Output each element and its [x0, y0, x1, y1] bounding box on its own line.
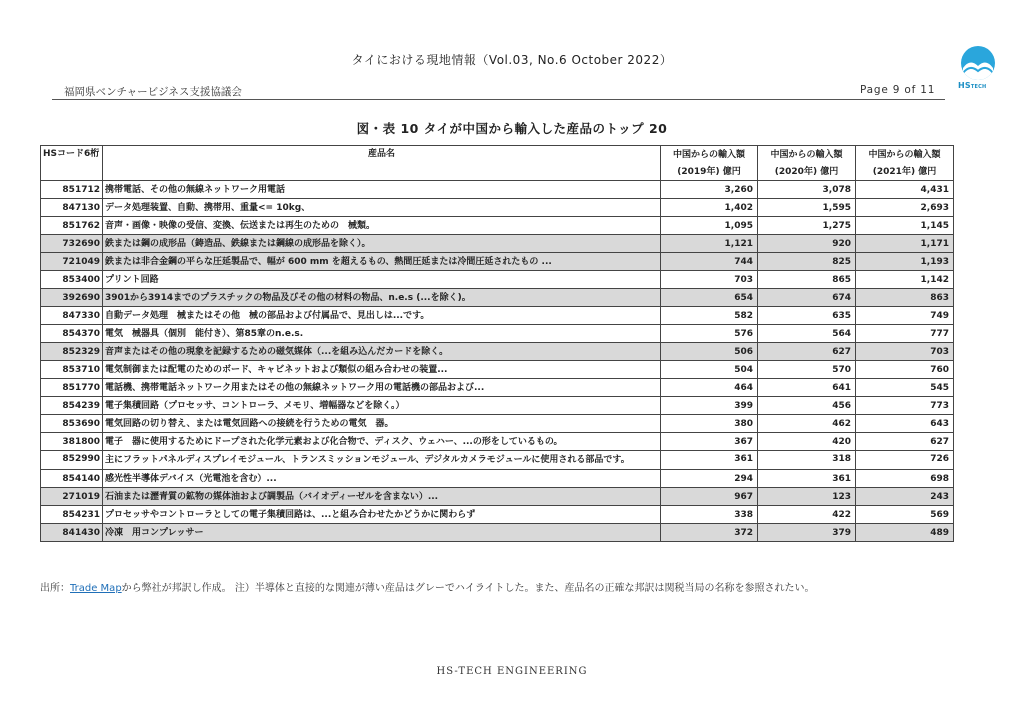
hs-code-cell: 851712 [41, 181, 103, 199]
hs-code-cell: 847130 [41, 199, 103, 217]
value-2020-cell: 635 [758, 307, 856, 325]
hs-code-cell: 732690 [41, 235, 103, 253]
table-row [41, 361, 954, 379]
product-name-cell: 携帯電話、その他の無線ネットワーク用電話 [103, 181, 661, 199]
source-note-text: から弊社が邦訳し作成。 注）半導体と直接的な関連が薄い産品はグレーでハイライトした。また、産品名の正確な邦訳は関税当局の名称を参照されたい。 [121, 583, 815, 594]
value-2019-cell: 1,121 [661, 235, 758, 253]
product-name-cell: 自動データ処理 械またはその他 械の部品および付属品で、見出しは...です。 [103, 307, 661, 325]
value-2020-cell: 1,595 [758, 199, 856, 217]
value-2021-cell: 569 [856, 506, 954, 524]
value-2021-cell: 863 [856, 289, 954, 307]
product-name-cell: 電気回路の切り替え、または電気回路への接続を行うための電気 器。 [103, 415, 661, 433]
value-2019-cell: 1,095 [661, 217, 758, 235]
table-row [41, 506, 954, 524]
table-row [41, 289, 954, 307]
hs-code-cell: 853400 [41, 271, 103, 289]
hs-code-cell: 851762 [41, 217, 103, 235]
value-2020-cell: 825 [758, 253, 856, 271]
hs-code-cell: 853710 [41, 361, 103, 379]
product-name-cell: 3901から3914までのプラスチックの物品及びその他の材料の物品、n.e.s (...を除く)。 [103, 289, 661, 307]
header-product-name: 産品名 [103, 146, 661, 181]
value-2020-cell: 379 [758, 524, 856, 542]
value-2021-cell: 760 [856, 361, 954, 379]
value-2020-cell: 422 [758, 506, 856, 524]
product-name-cell: 音声・画像・映像の受信、変換、伝送または再生のための 械類。 [103, 217, 661, 235]
value-2019-cell: 967 [661, 488, 758, 506]
hs-code-cell: 721049 [41, 253, 103, 271]
hs-code-cell: 381800 [41, 433, 103, 451]
value-2021-cell: 1,193 [856, 253, 954, 271]
hs-code-cell: 854370 [41, 325, 103, 343]
value-2019-cell: 367 [661, 433, 758, 451]
header-hs-code: HSコード6桁 [41, 146, 103, 181]
table-row [41, 415, 954, 433]
hs-code-cell: 851770 [41, 379, 103, 397]
value-2019-cell: 1,402 [661, 199, 758, 217]
value-2021-cell: 773 [856, 397, 954, 415]
value-2020-cell: 123 [758, 488, 856, 506]
value-2021-cell: 698 [856, 470, 954, 488]
product-name-cell: データ処理装置、自動、携帯用、重量<= 10kg、 [103, 199, 661, 217]
table-row [41, 524, 954, 542]
value-2019-cell: 372 [661, 524, 758, 542]
source-prefix: 出所： [40, 583, 70, 594]
value-2020-cell: 570 [758, 361, 856, 379]
hs-code-cell: 854239 [41, 397, 103, 415]
product-name-cell: 鉄または非合金鋼の平らな圧延製品で、幅が 600 mm を超えるもの、熱間圧延または冷間圧延されたもの ... [103, 253, 661, 271]
hs-code-cell: 847330 [41, 307, 103, 325]
value-2019-cell: 338 [661, 506, 758, 524]
product-name-cell: 電子 器に使用するためにドープされた化学元素および化合物で、ディスク、ウェハー、...の形をしているもの。 [103, 433, 661, 451]
hs-code-cell: 271019 [41, 488, 103, 506]
hs-code-cell: 852329 [41, 343, 103, 361]
value-2021-cell: 243 [856, 488, 954, 506]
table-body [41, 181, 954, 542]
value-2020-cell: 456 [758, 397, 856, 415]
value-2021-cell: 643 [856, 415, 954, 433]
product-name-cell: プロセッサやコントローラとしての電子集積回路は、...と組み合わせたかどうかに関わらず [103, 506, 661, 524]
table-row [41, 217, 954, 235]
table-row [41, 451, 954, 470]
page-number: Page 9 of 11 [860, 84, 936, 96]
value-2019-cell: 654 [661, 289, 758, 307]
product-name-cell: 電子集積回路（プロセッサ、コントローラ、メモリ、増幅器などを除く。） [103, 397, 661, 415]
table-row [41, 433, 954, 451]
product-name-cell: 石油または瀝青質の鉱物の媒体油および調製品（バイオディーゼルを含まない）... [103, 488, 661, 506]
table-row [41, 397, 954, 415]
product-name-cell: 鉄または鋼の成形品（鋳造品、鉄線または鋼線の成形品を除く）。 [103, 235, 661, 253]
value-2019-cell: 399 [661, 397, 758, 415]
table-row [41, 253, 954, 271]
table-row [41, 325, 954, 343]
header-divider [52, 99, 945, 100]
table-row [41, 470, 954, 488]
hs-code-cell: 841430 [41, 524, 103, 542]
product-name-cell: 音声またはその他の現象を記録するための磁気媒体（...を組み込んだカードを除く。 [103, 343, 661, 361]
value-2020-cell: 674 [758, 289, 856, 307]
logo-text-small: TECH [970, 84, 987, 90]
value-2021-cell: 2,693 [856, 199, 954, 217]
value-2021-cell: 627 [856, 433, 954, 451]
value-2020-cell: 564 [758, 325, 856, 343]
product-name-cell: 感光性半導体デバイス（光電池を含む）... [103, 470, 661, 488]
table-row [41, 343, 954, 361]
wave-logo-icon [961, 46, 995, 80]
value-2021-cell: 703 [856, 343, 954, 361]
table-row [41, 199, 954, 217]
value-2021-cell: 726 [856, 451, 954, 470]
value-2020-cell: 318 [758, 451, 856, 470]
value-2019-cell: 3,260 [661, 181, 758, 199]
header-2020-unit: (2020年) 億円 [758, 163, 856, 181]
header-2021-unit: (2021年) 億円 [856, 163, 954, 181]
header-2020: 中国からの輸入額 [758, 146, 856, 164]
value-2021-cell: 749 [856, 307, 954, 325]
product-name-cell: 冷凍 用コンプレッサー [103, 524, 661, 542]
value-2020-cell: 1,275 [758, 217, 856, 235]
footer-company: HS-TECH ENGINEERING [436, 666, 588, 677]
table-row [41, 235, 954, 253]
value-2020-cell: 3,078 [758, 181, 856, 199]
table-row [41, 307, 954, 325]
organization-name: 福岡県ベンチャービジネス支援協議会 [64, 86, 242, 98]
hs-code-cell: 854231 [41, 506, 103, 524]
value-2020-cell: 920 [758, 235, 856, 253]
value-2020-cell: 420 [758, 433, 856, 451]
import-table [40, 145, 954, 542]
value-2021-cell: 1,142 [856, 271, 954, 289]
hs-code-cell: 853690 [41, 415, 103, 433]
document-title: タイにおける現地情報（Vol.03, No.6 October 2022） [351, 53, 673, 67]
value-2021-cell: 777 [856, 325, 954, 343]
value-2020-cell: 641 [758, 379, 856, 397]
value-2019-cell: 744 [661, 253, 758, 271]
hs-code-cell: 852990 [41, 451, 103, 470]
value-2019-cell: 703 [661, 271, 758, 289]
header-2021: 中国からの輸入額 [856, 146, 954, 164]
header-2019: 中国からの輸入額 [661, 146, 758, 164]
product-name-cell: 電話機、携帯電話ネットワーク用またはその他の無線ネットワーク用の電話機の部品および... [103, 379, 661, 397]
value-2020-cell: 627 [758, 343, 856, 361]
source-note [40, 579, 815, 594]
value-2019-cell: 361 [661, 451, 758, 470]
table-row [41, 181, 954, 199]
value-2019-cell: 506 [661, 343, 758, 361]
value-2020-cell: 865 [758, 271, 856, 289]
value-2020-cell: 462 [758, 415, 856, 433]
hs-tech-logo [958, 46, 998, 92]
product-name-cell: プリント回路 [103, 271, 661, 289]
value-2021-cell: 545 [856, 379, 954, 397]
table-row [41, 488, 954, 506]
value-2019-cell: 380 [661, 415, 758, 433]
value-2021-cell: 1,145 [856, 217, 954, 235]
hs-code-cell: 854140 [41, 470, 103, 488]
header-2019-unit: (2019年) 億円 [661, 163, 758, 181]
value-2019-cell: 294 [661, 470, 758, 488]
table-row [41, 271, 954, 289]
trade-map-link[interactable]: Trade Map [70, 583, 122, 594]
value-2021-cell: 4,431 [856, 181, 954, 199]
product-name-cell: 電気 械器具（個別 能付き）、第85章のn.e.s. [103, 325, 661, 343]
hs-code-cell: 392690 [41, 289, 103, 307]
table-row [41, 379, 954, 397]
product-name-cell: 電気制御または配電のためのボード、キャビネットおよび類似の組み合わせの装置... [103, 361, 661, 379]
value-2019-cell: 464 [661, 379, 758, 397]
logo-text: HS [958, 81, 971, 90]
product-name-cell: 主にフラットパネルディスプレイモジュール、トランスミッションモジュール、デジタルカメラモジュールに使用される部品です。 [103, 451, 661, 470]
figure-title: 図・表 10 タイが中国から輸入した産品のトップ 20 [356, 121, 668, 136]
value-2020-cell: 361 [758, 470, 856, 488]
value-2019-cell: 576 [661, 325, 758, 343]
value-2019-cell: 504 [661, 361, 758, 379]
value-2021-cell: 1,171 [856, 235, 954, 253]
value-2019-cell: 582 [661, 307, 758, 325]
value-2021-cell: 489 [856, 524, 954, 542]
